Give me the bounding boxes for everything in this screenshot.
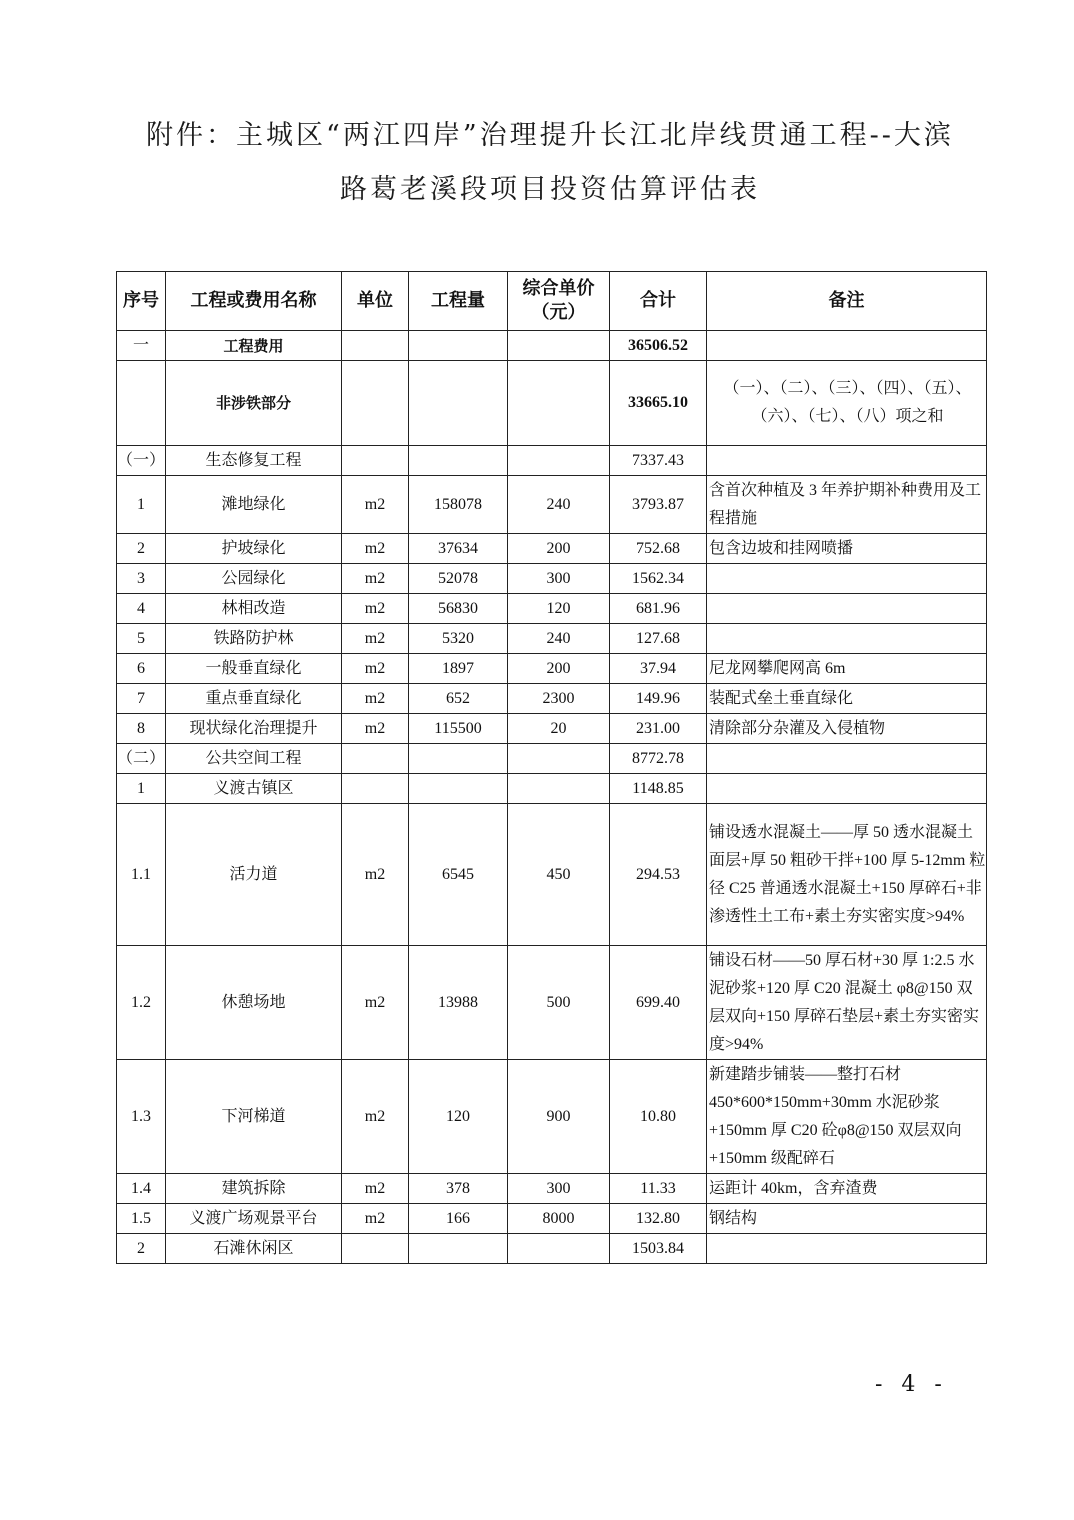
table-row bbox=[117, 684, 987, 714]
cell-note bbox=[707, 624, 987, 654]
cell-seq: 1 bbox=[117, 774, 166, 804]
table-row bbox=[117, 654, 987, 684]
cell-seq: 1.1 bbox=[117, 804, 166, 946]
cell-seq: 1.2 bbox=[117, 946, 166, 1060]
cell-note: 铺设透水混凝土——厚 50 透水混凝土面层+厚 50 粗砂干拌+100 厚 5-12mm 粒径 C25 普通透水混凝土+150 厚碎石+非渗透性土工布+素土夯实密实度>94% bbox=[707, 804, 987, 946]
cell-unit: m2 bbox=[342, 714, 409, 744]
table-row bbox=[117, 594, 987, 624]
cell-name: 工程费用 bbox=[166, 331, 342, 361]
cell-seq: 一 bbox=[117, 331, 166, 361]
cell-seq: 1.5 bbox=[117, 1204, 166, 1234]
cell-note bbox=[707, 331, 987, 361]
cell-qty: 56830 bbox=[409, 594, 508, 624]
cell-note: 新建踏步铺装——整打石材 450*600*150mm+30mm 水泥砂浆+150mm 厚 C20 砼φ8@150 双层双向+150mm 级配碎石 bbox=[707, 1060, 987, 1174]
cell-note: 清除部分杂灌及入侵植物 bbox=[707, 714, 987, 744]
cell-qty bbox=[409, 361, 508, 446]
cell-total: 33665.10 bbox=[610, 361, 707, 446]
cell-note: 铺设石材——50 厚石材+30 厚 1:2.5 水泥砂浆+120 厚 C20 混凝土 φ8@150 双层双向+150 厚碎石垫层+素土夯实密实度>94% bbox=[707, 946, 987, 1060]
header-note: 备注 bbox=[707, 272, 987, 331]
document-title-line-2: 路葛老溪段项目投资估算评估表 bbox=[340, 174, 760, 205]
cell-total: 36506.52 bbox=[610, 331, 707, 361]
cell-total: 1148.85 bbox=[610, 774, 707, 804]
cell-unit: m2 bbox=[342, 1204, 409, 1234]
cell-seq: 1.4 bbox=[117, 1174, 166, 1204]
cell-name: 一般垂直绿化 bbox=[166, 654, 342, 684]
cell-name: 活力道 bbox=[166, 804, 342, 946]
cell-price: 450 bbox=[508, 804, 610, 946]
cell-price: 300 bbox=[508, 1174, 610, 1204]
cell-total: 1562.34 bbox=[610, 564, 707, 594]
cell-qty: 166 bbox=[409, 1204, 508, 1234]
cell-note: 尼龙网攀爬网高 6m bbox=[707, 654, 987, 684]
table-row bbox=[117, 774, 987, 804]
cell-total: 11.33 bbox=[610, 1174, 707, 1204]
cell-qty: 378 bbox=[409, 1174, 508, 1204]
cell-name: 护坡绿化 bbox=[166, 534, 342, 564]
cell-total: 10.80 bbox=[610, 1060, 707, 1174]
cell-seq: （二） bbox=[117, 744, 166, 774]
cell-total: 132.80 bbox=[610, 1204, 707, 1234]
cell-qty: 6545 bbox=[409, 804, 508, 946]
cell-note: 含首次种植及 3 年养护期补种费用及工程措施 bbox=[707, 476, 987, 534]
cell-seq: 2 bbox=[117, 534, 166, 564]
header-name: 工程或费用名称 bbox=[166, 272, 342, 331]
cell-seq: 3 bbox=[117, 564, 166, 594]
cell-qty bbox=[409, 446, 508, 476]
cell-name: 石滩休闲区 bbox=[166, 1234, 342, 1264]
cell-unit: m2 bbox=[342, 684, 409, 714]
cell-seq: 1 bbox=[117, 476, 166, 534]
cell-unit: m2 bbox=[342, 1060, 409, 1174]
cell-price: 20 bbox=[508, 714, 610, 744]
cell-name: 生态修复工程 bbox=[166, 446, 342, 476]
table-row bbox=[117, 624, 987, 654]
cell-name: 下河梯道 bbox=[166, 1060, 342, 1174]
header-qty: 工程量 bbox=[409, 272, 508, 331]
cell-qty bbox=[409, 744, 508, 774]
table-row bbox=[117, 946, 987, 1060]
cell-unit: m2 bbox=[342, 654, 409, 684]
cell-note bbox=[707, 744, 987, 774]
cell-unit: m2 bbox=[342, 594, 409, 624]
header-seq: 序号 bbox=[117, 272, 166, 331]
header-unit: 单位 bbox=[342, 272, 409, 331]
cell-price bbox=[508, 331, 610, 361]
cell-price: 200 bbox=[508, 534, 610, 564]
cell-note: （一）、（二）、（三）、（四）、（五）、（六）、（七）、（八）项之和 bbox=[707, 361, 987, 446]
cell-name: 公园绿化 bbox=[166, 564, 342, 594]
cell-total: 127.68 bbox=[610, 624, 707, 654]
cell-unit: m2 bbox=[342, 564, 409, 594]
cell-price bbox=[508, 1234, 610, 1264]
cell-name: 义渡古镇区 bbox=[166, 774, 342, 804]
cell-name: 现状绿化治理提升 bbox=[166, 714, 342, 744]
cell-total: 149.96 bbox=[610, 684, 707, 714]
table-row bbox=[117, 361, 987, 446]
cell-price: 2300 bbox=[508, 684, 610, 714]
cell-total: 7337.43 bbox=[610, 446, 707, 476]
header-unit-price-line-1: 综合单价 bbox=[522, 278, 595, 299]
cell-name: 林相改造 bbox=[166, 594, 342, 624]
cell-total: 752.68 bbox=[610, 534, 707, 564]
cell-price: 900 bbox=[508, 1060, 610, 1174]
page-number: - 4 - bbox=[875, 1372, 948, 1397]
cell-qty: 1897 bbox=[409, 654, 508, 684]
table-row bbox=[117, 476, 987, 534]
cell-price: 120 bbox=[508, 594, 610, 624]
cell-total: 681.96 bbox=[610, 594, 707, 624]
cell-total: 37.94 bbox=[610, 654, 707, 684]
cell-seq: 1.3 bbox=[117, 1060, 166, 1174]
cell-note bbox=[707, 564, 987, 594]
cell-qty: 652 bbox=[409, 684, 508, 714]
cell-unit bbox=[342, 446, 409, 476]
table-row bbox=[117, 446, 987, 476]
cell-qty: 120 bbox=[409, 1060, 508, 1174]
cell-name: 公共空间工程 bbox=[166, 744, 342, 774]
cell-name: 重点垂直绿化 bbox=[166, 684, 342, 714]
table-row bbox=[117, 1234, 987, 1264]
cell-total: 8772.78 bbox=[610, 744, 707, 774]
cell-unit: m2 bbox=[342, 1174, 409, 1204]
cell-price: 8000 bbox=[508, 1204, 610, 1234]
cell-seq: 2 bbox=[117, 1234, 166, 1264]
cell-price bbox=[508, 744, 610, 774]
cell-seq: 6 bbox=[117, 654, 166, 684]
cell-name: 义渡广场观景平台 bbox=[166, 1204, 342, 1234]
table-row bbox=[117, 744, 987, 774]
cell-seq bbox=[117, 361, 166, 446]
investment-estimate-table bbox=[116, 271, 987, 1264]
cell-unit: m2 bbox=[342, 534, 409, 564]
cell-seq: 4 bbox=[117, 594, 166, 624]
header-unit-price bbox=[508, 272, 610, 331]
cell-seq: 5 bbox=[117, 624, 166, 654]
cell-price: 240 bbox=[508, 476, 610, 534]
cell-price: 240 bbox=[508, 624, 610, 654]
header-unit-price-line-2: （元） bbox=[531, 302, 586, 323]
table-row bbox=[117, 1174, 987, 1204]
cell-total: 231.00 bbox=[610, 714, 707, 744]
cell-total: 1503.84 bbox=[610, 1234, 707, 1264]
cell-price: 500 bbox=[508, 946, 610, 1060]
cell-name: 休憩场地 bbox=[166, 946, 342, 1060]
cell-qty bbox=[409, 331, 508, 361]
cell-seq: （一） bbox=[117, 446, 166, 476]
cell-price: 300 bbox=[508, 564, 610, 594]
cell-note bbox=[707, 1234, 987, 1264]
table-row bbox=[117, 1204, 987, 1234]
cell-price bbox=[508, 774, 610, 804]
cell-price: 200 bbox=[508, 654, 610, 684]
cell-qty: 5320 bbox=[409, 624, 508, 654]
cell-note: 运距计 40km，含弃渣费 bbox=[707, 1174, 987, 1204]
cell-total: 3793.87 bbox=[610, 476, 707, 534]
table-row bbox=[117, 534, 987, 564]
cell-price bbox=[508, 446, 610, 476]
cell-note bbox=[707, 594, 987, 624]
cell-seq: 7 bbox=[117, 684, 166, 714]
cell-unit bbox=[342, 774, 409, 804]
cell-unit bbox=[342, 331, 409, 361]
cell-qty: 115500 bbox=[409, 714, 508, 744]
cell-unit: m2 bbox=[342, 624, 409, 654]
cell-name: 建筑拆除 bbox=[166, 1174, 342, 1204]
cell-qty: 158078 bbox=[409, 476, 508, 534]
cell-unit bbox=[342, 744, 409, 774]
header-total: 合计 bbox=[610, 272, 707, 331]
cell-note: 装配式垒土垂直绿化 bbox=[707, 684, 987, 714]
cell-note: 包含边坡和挂网喷播 bbox=[707, 534, 987, 564]
cell-qty: 37634 bbox=[409, 534, 508, 564]
cell-total: 294.53 bbox=[610, 804, 707, 946]
table-row bbox=[117, 714, 987, 744]
cell-name: 非涉铁部分 bbox=[166, 361, 342, 446]
cell-total: 699.40 bbox=[610, 946, 707, 1060]
document-title-line-1: 附件：主城区“两江四岸”治理提升长江北岸线贯通工程--大滨 bbox=[146, 120, 954, 151]
cell-unit bbox=[342, 361, 409, 446]
table-row bbox=[117, 331, 987, 361]
table-header-row bbox=[117, 272, 987, 331]
table-row bbox=[117, 804, 987, 946]
cell-note bbox=[707, 774, 987, 804]
cell-note bbox=[707, 446, 987, 476]
cell-name: 滩地绿化 bbox=[166, 476, 342, 534]
cell-unit: m2 bbox=[342, 804, 409, 946]
cell-price bbox=[508, 361, 610, 446]
cell-qty bbox=[409, 774, 508, 804]
table-row bbox=[117, 1060, 987, 1174]
cell-note: 钢结构 bbox=[707, 1204, 987, 1234]
cell-qty: 13988 bbox=[409, 946, 508, 1060]
cell-unit bbox=[342, 1234, 409, 1264]
table-row bbox=[117, 564, 987, 594]
cell-seq: 8 bbox=[117, 714, 166, 744]
cell-unit: m2 bbox=[342, 476, 409, 534]
cell-name: 铁路防护林 bbox=[166, 624, 342, 654]
cell-unit: m2 bbox=[342, 946, 409, 1060]
cell-qty: 52078 bbox=[409, 564, 508, 594]
cell-qty bbox=[409, 1234, 508, 1264]
